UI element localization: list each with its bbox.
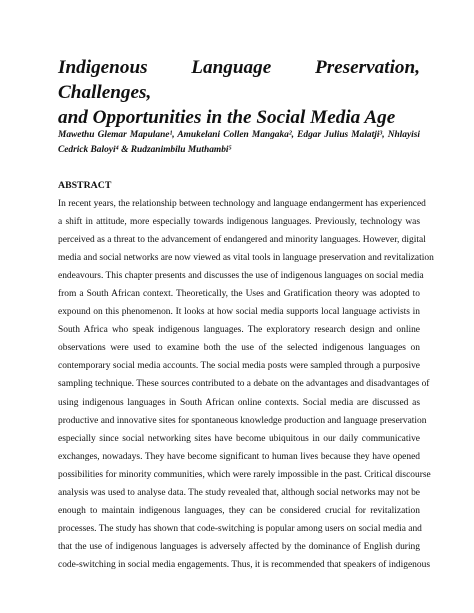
authors-line-2: Cedrick Baloyi⁴ & Rudzanimbilu Muthambi⁵: [58, 145, 232, 155]
abstract-line: endeavours. This chapter presents and discusses the use of indigenous languages on social media: [58, 271, 424, 282]
abstract-line: enough to maintain indigenous languages, they can be considered crucial for revitalization: [58, 505, 420, 516]
abstract-line: productive and innovative sites for spontaneous knowledge production and language preservation: [58, 415, 427, 426]
abstract-line: using indigenous languages in South African online contexts. Social media are discussed as: [58, 397, 420, 408]
abstract-line: contemporary social media accounts. The social media posts were sampled through a purposive: [58, 361, 420, 372]
abstract-line: processes. The study has shown that code-switching is popular among users on social media and: [58, 523, 422, 534]
abstract-line: expound on this phenomenon. It looks at how social media supports local language activists in: [58, 307, 420, 318]
title-line-2: and Opportunities in the Social Media Age: [58, 107, 396, 128]
abstract-line: exchanges, nowadays. They have become significant to human lives because they have opened: [58, 451, 420, 462]
author-list: [58, 128, 420, 158]
abstract-line: In recent years, the relationship between technology and language endangerment has experienced: [58, 199, 426, 209]
abstract-body: [58, 195, 434, 574]
title-line-1: Indigenous Language Preservation, Challenges,: [58, 57, 420, 103]
abstract-line: code-switching in social media engagements. Thus, it is recommended that speakers of indigenous: [58, 559, 430, 570]
abstract-line: South Africa who speak indigenous languages. The exploratory research design and online: [58, 325, 420, 336]
abstract-line: perceived as a threat to the advancement of endangered and minority languages. However, digital: [58, 235, 426, 246]
abstract-line: analysis was used to analyse data. The study revealed that, although social networks may not be: [58, 487, 420, 498]
abstract-line: observations were used to examine both the use of the selected indigenous languages on: [58, 343, 420, 354]
abstract-heading: ABSTRACT: [58, 180, 112, 191]
abstract-line: possibilities for minority communities, which were rarely impossible in the past. Critical discourse: [58, 469, 431, 480]
abstract-line: media and social networks are now viewed as vital tools in language preservation and revitalization: [58, 253, 434, 264]
abstract-line: sampling technique. These sources contributed to a debate on the advantages and disadvantages of: [58, 379, 430, 390]
abstract-line: from a South African context. Theoretically, the Uses and Gratification theory was adopted to: [58, 289, 420, 300]
paper-title: [58, 55, 420, 130]
abstract-line: a shift in attitude, more especially towards indigenous languages. Previously, technology was: [58, 217, 420, 228]
authors-line-1: Mawethu Glemar Mapulane¹, Amukelani Collen Mangaka², Edgar Julius Malatji³, Nhlayisi: [58, 130, 420, 140]
abstract-line: that the use of indigenous languages is adversely affected by the dominance of English during: [58, 541, 420, 552]
abstract-line: especially since social networking sites have become ubiquitous in our daily communicative: [58, 433, 420, 444]
